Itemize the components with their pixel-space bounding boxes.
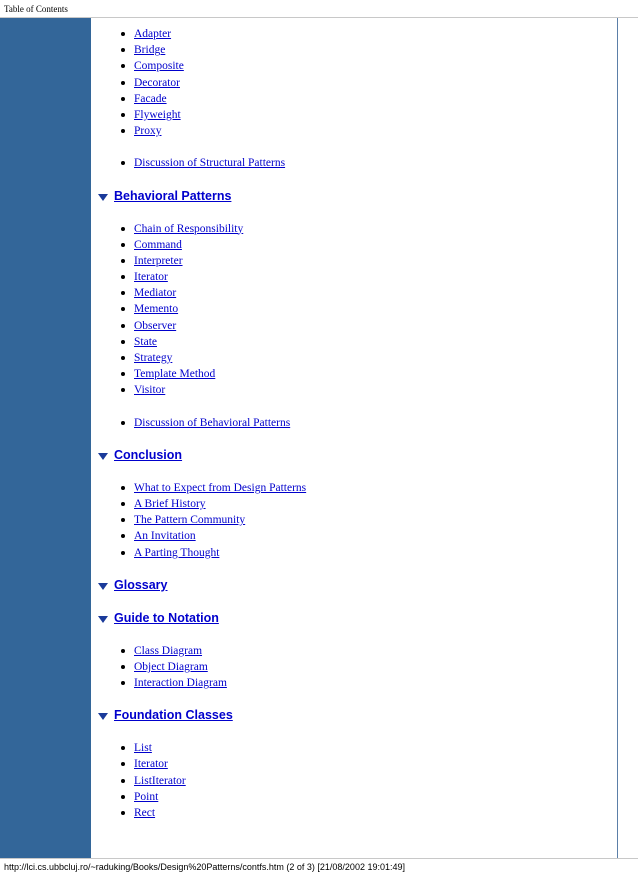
list-item: [120, 58, 608, 74]
list-item: [120, 512, 608, 528]
triangle-down-icon: [98, 583, 108, 590]
bullet-icon: [121, 129, 125, 133]
link-template-method[interactable]: Template Method: [134, 368, 216, 381]
foundation-list: [98, 740, 608, 821]
bullet-icon: [121, 421, 125, 425]
link-pattern-community[interactable]: The Pattern Community: [134, 514, 246, 527]
heading-link-conclusion[interactable]: Conclusion: [114, 447, 183, 462]
page-header: Table of Contents: [4, 4, 68, 14]
link-discussion-structural[interactable]: Discussion of Structural Patterns: [134, 157, 286, 170]
bullet-icon: [121, 518, 125, 522]
list-item: [120, 740, 608, 756]
bullet-icon: [121, 746, 125, 750]
bullet-icon: [121, 113, 125, 117]
bullet-icon: [121, 486, 125, 490]
list-item: [120, 675, 608, 691]
right-border: [617, 18, 618, 858]
list-item: [120, 643, 608, 659]
heading-link-foundation[interactable]: Foundation Classes: [114, 708, 233, 723]
link-interaction-diagram[interactable]: Interaction Diagram: [134, 677, 227, 690]
bullet-icon: [121, 64, 125, 68]
list-item: [120, 545, 608, 561]
bullet-icon: [121, 534, 125, 538]
structural-discussion-list: [98, 155, 608, 171]
list-item: [120, 75, 608, 91]
list-item: [120, 237, 608, 253]
behavioral-discussion-list: [98, 415, 608, 431]
toc-content: [98, 26, 608, 821]
bullet-icon: [121, 649, 125, 653]
list-item: [120, 107, 608, 123]
bullet-icon: [121, 291, 125, 295]
list-item: [120, 155, 608, 171]
header-divider: [0, 17, 638, 18]
bullet-icon: [121, 551, 125, 555]
list-item: [120, 285, 608, 301]
bullet-icon: [121, 811, 125, 815]
bullet-icon: [121, 259, 125, 263]
list-item: [120, 659, 608, 675]
bullet-icon: [121, 32, 125, 36]
link-rect[interactable]: Rect: [134, 807, 156, 819]
bullet-icon: [121, 795, 125, 799]
bullet-icon: [121, 779, 125, 783]
bullet-icon: [121, 275, 125, 279]
link-state[interactable]: State: [134, 335, 157, 348]
list-item: [120, 318, 608, 334]
page-footer-url: http://lci.cs.ubbcluj.ro/~raduking/Books/Design%20Patterns/contfs.htm (2 of 3) [21/08/2002 19:01:49]: [4, 862, 405, 872]
link-observer[interactable]: Observer: [134, 319, 177, 332]
link-memento[interactable]: Memento: [134, 303, 179, 316]
list-item: [120, 123, 608, 139]
list-item: [120, 269, 608, 285]
heading-link-notation[interactable]: Guide to Notation: [114, 610, 219, 625]
link-iterator[interactable]: Iterator: [134, 271, 168, 284]
link-list[interactable]: List: [134, 742, 152, 755]
list-item: [120, 382, 608, 398]
sidebar-panel: [0, 18, 91, 858]
section-heading-foundation: [98, 707, 608, 724]
bullet-icon: [121, 340, 125, 344]
behavioral-patterns-list: [98, 221, 608, 399]
link-discussion-behavioral[interactable]: Discussion of Behavioral Patterns: [134, 416, 291, 429]
link-chain-of-responsibility[interactable]: Chain of Responsibility: [134, 222, 244, 235]
bullet-icon: [121, 227, 125, 231]
list-item: [120, 91, 608, 107]
bullet-icon: [121, 307, 125, 311]
list-item: [120, 415, 608, 431]
link-brief-history[interactable]: A Brief History: [134, 497, 206, 510]
bullet-icon: [121, 356, 125, 360]
bullet-icon: [121, 161, 125, 165]
link-strategy[interactable]: Strategy: [134, 352, 173, 364]
heading-link-glossary[interactable]: Glossary: [114, 577, 168, 592]
list-item: [120, 350, 608, 366]
list-item: [120, 253, 608, 269]
link-mediator[interactable]: Mediator: [134, 287, 177, 300]
bullet-icon: [121, 762, 125, 766]
bullet-icon: [121, 681, 125, 685]
section-heading-glossary: [98, 577, 608, 594]
list-item: [120, 42, 608, 58]
structural-patterns-list: [98, 26, 608, 139]
section-heading-notation: [98, 610, 608, 627]
link-decorator[interactable]: Decorator: [134, 76, 180, 89]
triangle-down-icon: [98, 453, 108, 460]
heading-link-behavioral[interactable]: Behavioral Patterns: [114, 188, 232, 203]
list-item: [120, 773, 608, 789]
list-item: [120, 301, 608, 317]
section-heading-conclusion: [98, 447, 608, 464]
link-command[interactable]: Command: [134, 238, 182, 251]
list-item: [120, 756, 608, 772]
bullet-icon: [121, 48, 125, 52]
link-flyweight[interactable]: Flyweight: [134, 108, 181, 121]
notation-list: [98, 643, 608, 692]
list-item: [120, 789, 608, 805]
link-visitor[interactable]: Visitor: [134, 384, 166, 397]
link-composite[interactable]: Composite: [134, 60, 184, 73]
list-item: [120, 221, 608, 237]
footer-divider: [0, 858, 638, 859]
bullet-icon: [121, 243, 125, 247]
triangle-down-icon: [98, 194, 108, 201]
link-parting-thought[interactable]: A Parting Thought: [134, 546, 220, 559]
triangle-down-icon: [98, 713, 108, 720]
link-facade[interactable]: Facade: [134, 92, 167, 105]
list-item: [120, 480, 608, 496]
list-item: [120, 334, 608, 350]
list-item: [120, 26, 608, 42]
conclusion-list: [98, 480, 608, 561]
list-item: [120, 496, 608, 512]
bullet-icon: [121, 502, 125, 506]
triangle-down-icon: [98, 616, 108, 623]
link-interpreter[interactable]: Interpreter: [134, 254, 183, 267]
list-item: [120, 528, 608, 544]
link-bridge[interactable]: Bridge: [134, 44, 166, 57]
link-iterator-class[interactable]: Iterator: [134, 758, 168, 771]
link-invitation[interactable]: An Invitation: [134, 530, 196, 543]
list-item: [120, 366, 608, 382]
bullet-icon: [121, 97, 125, 101]
link-what-to-expect[interactable]: What to Expect from Design Patterns: [134, 481, 307, 494]
list-item: [120, 805, 608, 821]
link-listiterator[interactable]: ListIterator: [134, 774, 186, 787]
bullet-icon: [121, 388, 125, 392]
bullet-icon: [121, 372, 125, 376]
bullet-icon: [121, 324, 125, 328]
section-heading-behavioral: [98, 188, 608, 205]
link-point[interactable]: Point: [134, 790, 159, 803]
bullet-icon: [121, 665, 125, 669]
link-class-diagram[interactable]: Class Diagram: [134, 644, 203, 657]
link-adapter[interactable]: Adapter: [134, 28, 172, 40]
link-proxy[interactable]: Proxy: [134, 125, 162, 138]
bullet-icon: [121, 81, 125, 85]
link-object-diagram[interactable]: Object Diagram: [134, 660, 208, 673]
